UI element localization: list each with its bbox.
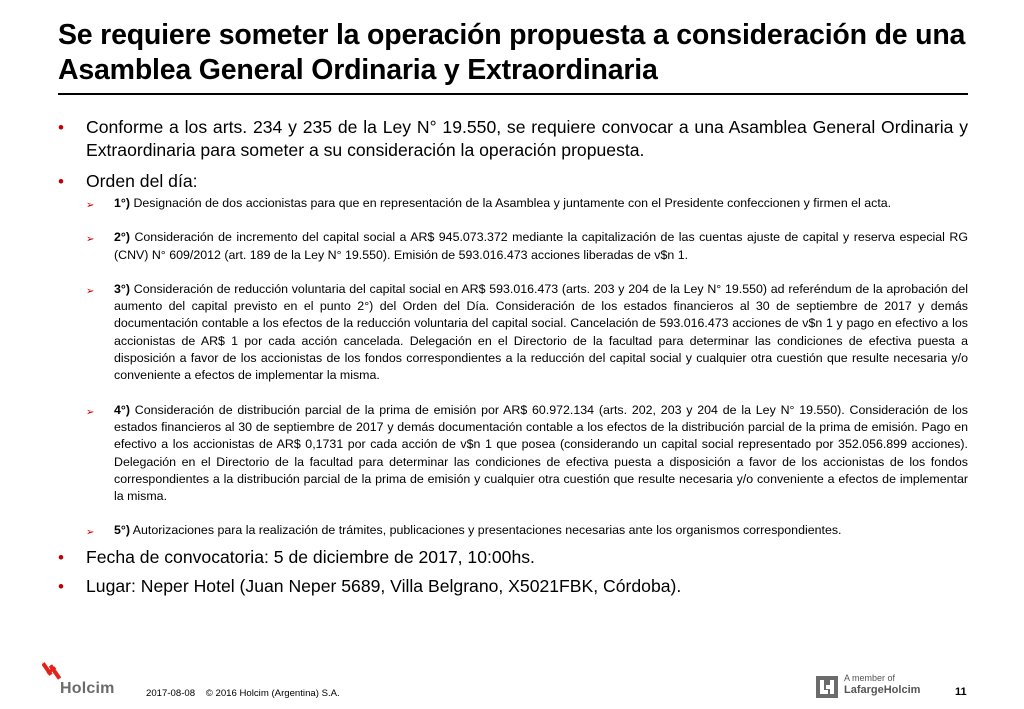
agenda-item — [58, 281, 968, 385]
arrow-right-icon: ➢ — [86, 285, 95, 297]
page-title: Se requiere someter la operación propuesta a consideración de una Asamblea General Ordinaria y Extraordinaria — [58, 19, 966, 86]
agenda-number: 4°) — [114, 402, 130, 417]
agenda-item — [58, 229, 968, 264]
agenda-item — [58, 195, 968, 212]
footer-copyright: © 2016 Holcim (Argentina) S.A. — [205, 688, 340, 699]
bullet-text: Fecha de convocatoria: 5 de diciembre de 2017, 10:00hs. — [86, 546, 535, 567]
bullet-dot-icon: • — [58, 547, 64, 567]
holcim-logo — [40, 660, 120, 700]
agenda-text: Consideración de distribución parcial de la prima de emisión por AR$ 60.972.134 (arts. 202, 203 y 204 de la Ley N° 19.550). Consideración de los estados financieros al 30 de septiembre de 2017 y demás documentación contable a los efectos de la distribución parcial de la prima de emisión. Pago en efectivo a los accionistas de AR$ 0,1731 por cada acción de v$n 1 que posea (considerando un capital social representado por 352.056.899 acciones). Delegación en el Directorio de la facultad para determinar las condiciones de efectiva puesta a disposición a favor de los accionistas de los fondos correspondientes a la distribución parcial de la prima de emisión y cualquier otra cuestión que resulte necesaria y/o conveniente a efectos de implementar la misma. — [114, 402, 968, 504]
bullet-item — [58, 170, 968, 193]
arrow-right-icon: ➢ — [86, 234, 95, 246]
arrow-right-icon: ➢ — [86, 200, 95, 211]
bullet-dot-icon: • — [58, 576, 64, 596]
agenda-number: 2°) — [114, 230, 130, 245]
group-name: LafargeHolcim — [844, 684, 921, 696]
agenda-number: 5°) — [114, 523, 130, 538]
bullet-item — [58, 575, 968, 598]
agenda-item — [58, 402, 968, 506]
agenda-text: Designación de dos accionistas para que en representación de la Asamblea y juntamente con el Presidente confeccionen y firmen el acta. — [133, 196, 892, 210]
bullet-text: Orden del día: — [86, 171, 198, 191]
bullet-dot-icon: • — [58, 118, 64, 137]
bullet-dot-icon: • — [58, 172, 64, 191]
agenda-text: Consideración de reducción voluntaria del capital social en AR$ 593.016.473 (arts. 203 y 204 de la Ley N° 19.550) ad referéndum de la aprobación del aumento del capital previsto en el punto 2°) del Orden del Día. Consideración de los estados financieros al 30 de septiembre de 2017 y demás documentación contable a los efectos de la reducción voluntaria del capital social. Cancelación de 593.016.473 acciones de v$n 1 y pago en efectivo a los accionistas de AR$ 1 por cada acción cancelada. Delegación en el Directorio de la facultad para determinar las condiciones de efectiva puesta a disposición a favor de los accionistas de los fondos correspondientes a la reducción del capital social y cualquier otra cuestión que resulte necesaria y/o conveniente a efectos de implementar la misma. — [114, 281, 968, 383]
agenda-item — [58, 522, 968, 539]
arrow-right-icon: ➢ — [86, 527, 95, 539]
bullet-text: Lugar: Neper Hotel (Juan Neper 5689, Villa Belgrano, X5021FBK, Córdoba). — [86, 575, 682, 596]
bullet-item — [58, 116, 968, 162]
title-divider — [58, 93, 968, 95]
member-of-text: A member of — [844, 673, 896, 683]
bullet-item — [58, 546, 968, 569]
holcim-logo-text: Holcim — [60, 680, 115, 697]
lafargeholcim-logo-icon — [816, 676, 838, 698]
slide-content — [58, 116, 968, 598]
footer-date: 2017-08-08 — [146, 688, 196, 699]
bullet-text: Conforme a los arts. 234 y 235 de la Ley N° 19.550, se requiere convocar a una Asamblea General Ordinaria y Extraordinaria para someter a su consideración la operación propuesta. — [86, 117, 968, 160]
lafargeholcim-logo — [816, 673, 936, 703]
agenda-number: 1°) — [114, 196, 130, 210]
agenda-text: Consideración de incremento del capital social a AR$ 945.073.372 mediante la capitalización de las cuentas ajuste de capital y reserva especial RG (CNV) N° 609/2012 (art. 189 de la Ley N° 19.550). Emisión de 593.016.473 acciones liberadas de v$n 1. — [114, 230, 968, 262]
footer-info — [146, 688, 348, 699]
agenda-number: 3°) — [114, 281, 130, 296]
agenda-text: Autorizaciones para la realización de trámites, publicaciones y presentaciones necesarias ante los organismos correspondientes. — [132, 523, 842, 538]
arrow-right-icon: ➢ — [86, 406, 95, 418]
page-number: 11 — [955, 686, 967, 698]
